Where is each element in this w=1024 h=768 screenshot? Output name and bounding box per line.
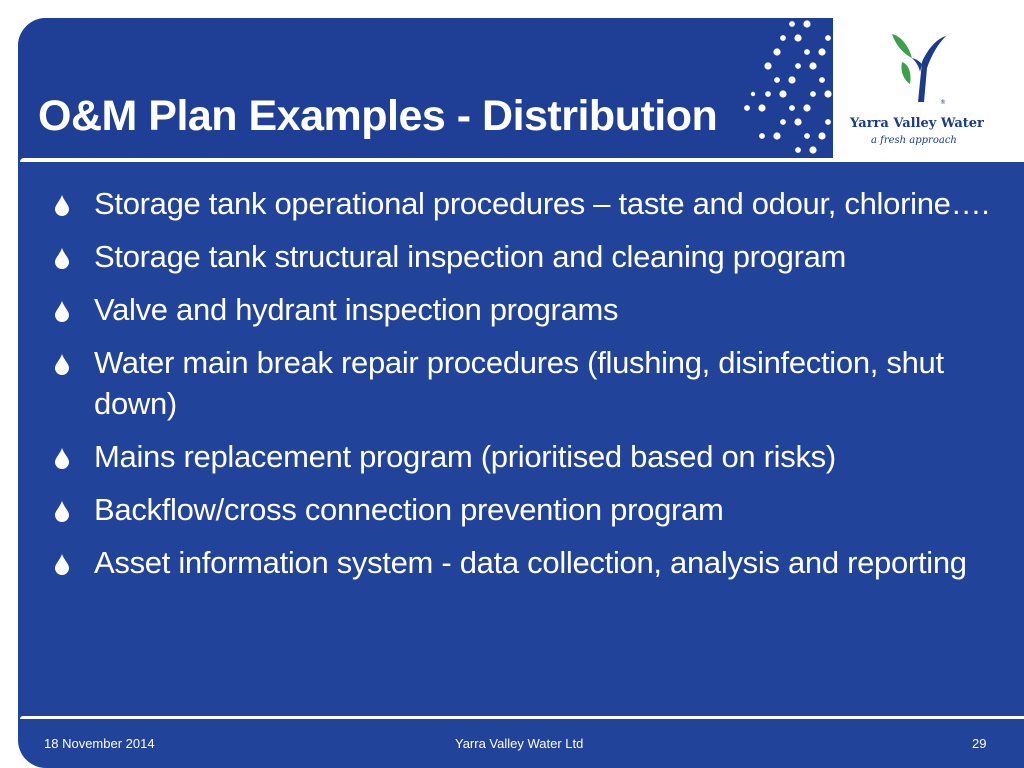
decorative-dot <box>819 77 825 83</box>
decorative-dot <box>780 35 786 41</box>
decorative-dot <box>825 35 831 41</box>
bullet-text: Mains replacement program (prioritised based on risks) <box>94 439 836 474</box>
bullet-item <box>44 183 1004 224</box>
water-drop-icon <box>54 500 70 522</box>
decorative-dot <box>804 49 810 55</box>
bullet-item <box>44 542 1004 583</box>
water-drop-icon <box>54 300 70 322</box>
bullet-text: Valve and hydrant inspection programs <box>94 292 619 327</box>
decorative-dot <box>825 119 831 125</box>
decorative-dot <box>788 76 795 83</box>
decorative-dot <box>773 48 780 55</box>
decorative-dot <box>758 104 765 111</box>
slide-title: O&M Plan Examples - Distribution <box>38 92 718 140</box>
decorative-dot <box>809 62 816 69</box>
footer-date: 18 November 2014 <box>44 736 155 751</box>
decorative-dot <box>809 146 816 153</box>
decorative-dot <box>794 118 801 125</box>
decorative-dot <box>795 147 801 153</box>
decorative-dot <box>779 90 786 97</box>
decorative-dot <box>765 91 771 97</box>
footer-divider <box>20 716 1024 719</box>
decorative-dot <box>780 119 786 125</box>
decorative-dot <box>751 92 755 96</box>
yarra-valley-water-logo-icon <box>888 28 948 106</box>
bullet-item <box>44 489 1004 530</box>
decorative-dot <box>744 105 750 111</box>
water-drop-icon <box>54 553 70 575</box>
decorative-dot <box>803 104 810 111</box>
decorative-dot <box>818 48 825 55</box>
decorative-dot <box>804 133 810 139</box>
water-drop-icon <box>54 353 70 375</box>
decorative-dot <box>803 20 810 27</box>
water-drop-icon <box>54 247 70 269</box>
decorative-dot <box>764 62 771 69</box>
decorative-dot <box>794 34 801 41</box>
bullet-text: Water main break repair procedures (flushing, disinfection, shut down) <box>94 345 944 421</box>
logo-company-name: Yarra Valley Water <box>850 116 984 131</box>
decorative-dot <box>789 21 795 27</box>
water-drop-icon <box>54 447 70 469</box>
water-drop-icon <box>54 194 70 216</box>
bullet-item <box>44 436 1004 477</box>
footer-company: Yarra Valley Water Ltd <box>455 736 584 751</box>
header-divider <box>20 158 1024 162</box>
page-number: 29 <box>972 736 987 751</box>
bullet-text: Storage tank structural inspection and cleaning program <box>94 239 847 274</box>
decorative-dot <box>824 90 831 97</box>
decorative-dot <box>810 91 816 97</box>
logo-tagline: a fresh approach <box>871 135 957 146</box>
decorative-dot <box>795 63 801 69</box>
bullet-text: Asset information system - data collection, analysis and reporting <box>94 545 967 580</box>
decorative-dot <box>818 132 825 139</box>
bullet-list <box>44 183 1004 595</box>
bullet-item <box>44 289 1004 330</box>
bullet-item <box>44 342 1004 424</box>
bullet-text: Backflow/cross connection prevention program <box>94 492 724 527</box>
decorative-dot <box>789 105 795 111</box>
decorative-dot <box>759 133 765 139</box>
bullet-item <box>44 236 1004 277</box>
decorative-dot <box>774 77 780 83</box>
bullet-text: Storage tank operational procedures – taste and odour, chlorine…. <box>94 186 990 221</box>
registered-mark: ® <box>940 99 946 106</box>
decorative-dot <box>773 132 780 139</box>
